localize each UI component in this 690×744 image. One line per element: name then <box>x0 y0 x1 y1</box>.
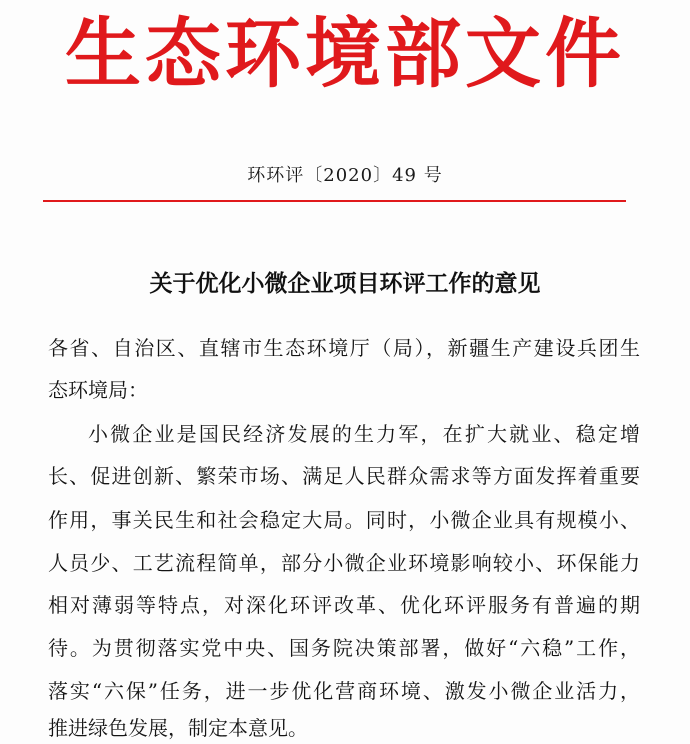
addressee-line: 各省、自治区、直辖市生态环境厅（局），新疆生产建设兵团生 <box>48 336 640 360</box>
document-number: 环环评〔2020〕49 号 <box>247 165 443 186</box>
red-divider-rule <box>43 200 626 202</box>
body-line: 长、促进创新、繁荣市场、满足人民群众需求等方面发挥着重要 <box>48 464 640 488</box>
addressee-line: 态环境局： <box>48 378 148 402</box>
masthead-title: 生态环境部文件 <box>65 9 625 98</box>
body-line: 小微企业是国民经济发展的生力军，在扩大就业、稳定增 <box>88 422 640 446</box>
body-line: 相对薄弱等特点，对深化环评改革、优化环评服务有普遍的期 <box>48 593 640 617</box>
body-line: 人员少、工艺流程简单，部分小微企业环境影响较小、环保能力 <box>48 551 640 575</box>
body-line: 作用，事关民生和社会稳定大局。同时，小微企业具有规模小、 <box>48 508 640 532</box>
document-title: 关于优化小微企业项目环评工作的意见 <box>149 271 541 297</box>
body-line: 待。为贯彻落实党中央、国务院决策部署，做好“六稳”工作， <box>48 636 640 660</box>
body-line: 推进绿色发展，制定本意见。 <box>48 716 308 740</box>
body-line: 落实“六保”任务，进一步优化营商环境、激发小微企业活力， <box>48 679 640 703</box>
